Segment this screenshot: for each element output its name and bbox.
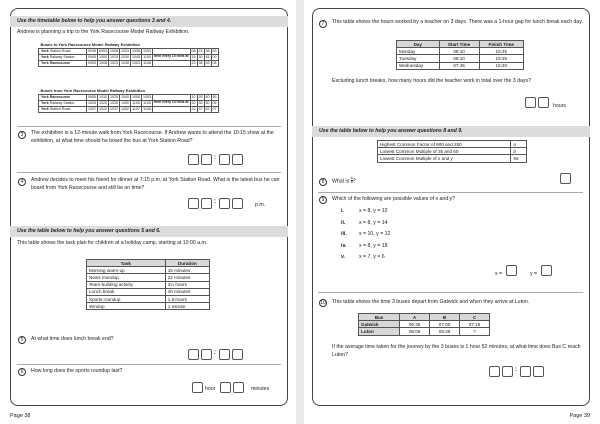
table-row (87, 274, 210, 281)
table-cell: Team-building activity (87, 281, 166, 288)
task-plan-table (86, 259, 210, 310)
table-cell: 08:10 (439, 55, 479, 62)
frequency-note: then every 15 mins at (154, 100, 189, 105)
table-cell: Lowest Common Multiple of x and y (378, 155, 511, 162)
time-cell: 1007 (88, 107, 96, 111)
table-cell: 2¼ hours (165, 281, 209, 288)
time-cell: 1040 (121, 95, 129, 99)
time-cell: 1022 (99, 107, 107, 111)
table-row (359, 321, 490, 328)
option-label: iv. (341, 242, 347, 249)
minute-cell: 50 (205, 101, 210, 105)
option-label: ii. (341, 219, 346, 226)
table-row (39, 60, 219, 66)
minute-cell: 05 (212, 101, 217, 105)
question-10-question: If the average time taken for the journey by the 3 buses is 1 hour 52 minutes, at what time does Bus C reach Luton? (332, 344, 581, 358)
time-cell: 1050 (121, 101, 129, 105)
unit-label: hour (205, 386, 216, 392)
minute-cell: 20 (191, 101, 196, 105)
stop-name-bold: York (41, 107, 49, 111)
stop-name-bold: York (41, 49, 49, 53)
stop-name-rest: Station Road (48, 49, 71, 53)
unit-label: minutes (251, 386, 270, 392)
option-text: x = 10, y = 12 (359, 231, 391, 237)
time-cell: 1005 (88, 101, 96, 105)
unit-label: hours (553, 103, 566, 109)
stop-name-rest: Station Road (48, 107, 71, 111)
answer-box[interactable] (232, 349, 243, 360)
table-row (87, 281, 210, 288)
question-4-text: Andrew decides to meet his friend for dinner at 7:15 p.m. at York Station Road. What is the latest bus he can board from York Racecourse and still be on time? (31, 177, 280, 191)
table-cell: 07:45 (439, 62, 479, 69)
time-cell: 1008 (110, 49, 118, 53)
table-cell: 15 minutes (165, 267, 209, 274)
table-row (378, 141, 527, 148)
table-row (87, 303, 210, 310)
answer-box[interactable] (188, 154, 199, 165)
table-row (397, 55, 524, 62)
table-row (87, 288, 210, 295)
time-colon: : (214, 155, 216, 161)
answer-box[interactable] (220, 382, 231, 393)
table-row (87, 295, 210, 302)
table-row (397, 62, 524, 69)
unit-label: p.m. (255, 202, 266, 208)
time-cell: 1025 (110, 95, 118, 99)
divider (318, 292, 583, 293)
minute-cell: 23 (191, 61, 196, 65)
frequency-note: then every 15 mins at (154, 54, 189, 59)
column-header: Finish Time (479, 41, 523, 48)
option-item (341, 243, 388, 249)
option-label: iii. (341, 231, 347, 237)
time-cell: 1053 (143, 95, 151, 99)
option-label: v. (341, 254, 345, 260)
time-cell: 1108 (143, 107, 151, 111)
question-8-suffix: ? (352, 178, 356, 185)
time-colon: : (515, 367, 517, 373)
table-cell: Luton (359, 328, 400, 335)
table-cell: 15:35 (479, 48, 523, 55)
table-row (359, 328, 490, 335)
answer-box[interactable] (538, 97, 549, 108)
answer-box[interactable] (520, 366, 531, 377)
minute-cell: 38 (205, 49, 210, 53)
table-cell: b (511, 148, 527, 155)
question-number-4: 4 (18, 178, 26, 186)
time-cell: 1038 (132, 49, 140, 53)
divider (17, 364, 281, 365)
time-cell: 0938 (88, 49, 96, 53)
table-cell: 08:09 (400, 328, 430, 335)
y-answer-box[interactable] (541, 265, 552, 276)
minute-cell: 10 (191, 95, 196, 99)
page-number: Page 38 (10, 413, 31, 419)
time-cell: 1045 (132, 55, 140, 59)
frequency-note (153, 106, 191, 112)
option-text: x = 8, y = 14 (359, 219, 388, 226)
table-caption: Buses to York Racecourse Model Railway Exhibition (40, 42, 140, 48)
answer-box[interactable] (219, 349, 230, 360)
table-cell: 15:35 (479, 55, 523, 62)
table-cell: 08:10 (439, 48, 479, 55)
minute-cell: 45 (205, 55, 210, 59)
question-number-3: 3 (18, 131, 26, 139)
minute-cell: 38 (198, 61, 203, 65)
time-cell: 1053 (143, 49, 151, 53)
instruction-band: Use the table below to help you answer questions 8 and 9. (312, 126, 590, 137)
stop-name-rest: Railway Station (48, 55, 75, 59)
option-label: i. (341, 208, 344, 214)
question-7-text: This table shows the hours worked by a teacher on 3 days. There was a 1-hour gap for lunch break each day. (332, 19, 583, 25)
question-number-5: 5 (18, 336, 26, 344)
table-row (378, 155, 527, 162)
table-cell: Wednesday (397, 62, 440, 69)
time-cell: 1107 (132, 107, 140, 111)
column-header: B (430, 314, 460, 321)
page-frame (10, 8, 288, 406)
time-cell: 0953 (99, 49, 107, 53)
table-cell: Morning warm-up (87, 267, 166, 274)
table-cell: a (511, 141, 527, 148)
x-label: x = (495, 271, 503, 277)
option-item (341, 254, 385, 260)
time-cell: 1055 (132, 95, 140, 99)
time-cell: 1105 (143, 101, 151, 105)
bus-times-table (358, 313, 490, 336)
table-cell: Lunch break (87, 288, 166, 295)
intro-text: Andrew is planning a trip to the York Racecourse Model Railway Exhibition. (17, 29, 190, 35)
question-number-8: 8 (319, 178, 327, 186)
minute-cell: 00 (212, 55, 217, 59)
table-cell: 1 minute (165, 303, 209, 310)
column-header: Start Time (439, 41, 479, 48)
table-cell: News roundup (87, 274, 166, 281)
question-8-prefix: What is (332, 178, 350, 185)
question-10-text: This table shows the time 3 buses depart from Gatwick and when they arrive at Luton. (332, 299, 530, 305)
option-text: x = 7, y = 6 (359, 254, 385, 260)
table-cell: 1.8 hours (165, 295, 209, 302)
y-label: y = (530, 271, 538, 277)
intro-text: This table shows the task plan for children at a holiday camp, starting at 10:00 a.m. (17, 240, 208, 246)
table-caption: Buses from York Racecourse Model Railway Exhibition (40, 88, 146, 94)
option-item (341, 220, 388, 226)
answer-box[interactable] (233, 382, 244, 393)
header-row (397, 41, 524, 48)
time-cell: 0955 (88, 95, 96, 99)
stop-name-bold: York (41, 101, 49, 105)
answer-box[interactable] (201, 154, 212, 165)
time-cell: 1023 (121, 49, 129, 53)
table-cell: 06:35 (400, 321, 430, 328)
table-row (378, 148, 527, 155)
answer-box[interactable] (188, 198, 199, 209)
time-cell: 1008 (99, 61, 107, 65)
minute-cell: 25 (198, 95, 203, 99)
time-cell: 1038 (121, 61, 129, 65)
question-number-6: 6 (18, 368, 26, 376)
minute-cell: 08 (212, 61, 217, 65)
table-cell: 07:00 (430, 321, 460, 328)
answer-box[interactable] (219, 154, 230, 165)
minute-cell: 53 (205, 61, 210, 65)
time-cell: 1035 (110, 101, 118, 105)
table-cell: Lowest Common Multiple of 35 and 60 (378, 148, 511, 155)
column-header: Day (397, 41, 440, 48)
table-row (397, 48, 524, 55)
table-cell: 56 (511, 155, 527, 162)
divider (17, 126, 281, 127)
time-cell: 0945 (88, 55, 96, 59)
minute-cell: 07 (212, 107, 217, 111)
question-3-text: The exhibition is a 12-minute walk from York Racecourse. If Andrew wants to attend the 10:15 show at the exhibition, at what time should he board the bus at York Station Road? (31, 130, 274, 144)
question-5-text: At what time does lunch break end? (31, 336, 114, 342)
minute-cell: 40 (205, 95, 210, 99)
answer-box[interactable] (525, 97, 536, 108)
table-cell: 40 minutes (165, 288, 209, 295)
question-9-text: Which of the following are possible values of x and y? (332, 196, 456, 202)
stop-name-bold: York Racecourse (41, 95, 71, 99)
table-cell: Windup (87, 303, 166, 310)
answer-box[interactable] (489, 366, 500, 377)
header-row (359, 314, 490, 321)
table-row (87, 267, 210, 274)
right-page (304, 0, 600, 424)
question-6-text: How long does the sports roundup last? (31, 368, 123, 374)
column-header: Bus (359, 314, 400, 321)
stop-name (39, 60, 87, 66)
answer-box[interactable] (232, 154, 243, 165)
question-number-10: 10 (320, 300, 326, 306)
time-cell: 1020 (99, 101, 107, 105)
answer-box[interactable] (219, 198, 230, 209)
table-row (39, 106, 219, 112)
time-colon: : (214, 350, 216, 356)
table-cell: Highest Common Factor of 900 and 250 (378, 141, 511, 148)
column-header: C (460, 314, 490, 321)
answer-box[interactable] (188, 349, 199, 360)
option-item (341, 208, 388, 214)
minute-cell: 30 (198, 55, 203, 59)
time-cell: 1105 (132, 101, 140, 105)
question-number-9: 9 (319, 196, 327, 204)
divider (17, 172, 281, 173)
table-cell: 15:30 (479, 62, 523, 69)
timetable-to-exhibition (38, 42, 219, 67)
question-8-text (332, 177, 356, 186)
stop-name (39, 106, 87, 112)
time-cell: 1015 (110, 55, 118, 59)
answer-box[interactable] (560, 173, 571, 184)
option-text: x = 8, y = 12 (359, 208, 388, 214)
minute-cell: 55 (212, 95, 217, 99)
table-cell: 22 minutes (165, 274, 209, 281)
question-number-7: 7 (319, 20, 327, 28)
minute-cell: 35 (198, 101, 203, 105)
minute-cell: 15 (191, 55, 196, 59)
table-cell: 08:39 (430, 328, 460, 335)
left-page (0, 0, 296, 424)
minute-cell: 53 (212, 49, 217, 53)
table-cell: Monday (397, 48, 440, 55)
stop-name-rest: Railway Station (48, 101, 75, 105)
column-header: Task (87, 260, 166, 267)
fraction-denominator: a (350, 180, 353, 185)
answer-box[interactable] (201, 349, 212, 360)
time-cell: 1108 (143, 61, 151, 65)
time-cell: 1052 (121, 107, 129, 111)
timetable-from-exhibition (38, 88, 219, 113)
frequency-note (153, 60, 191, 66)
page-number: Page 39 (569, 413, 590, 419)
stop-name-bold: York Racecourse (41, 61, 71, 65)
time-cell: 1100 (143, 55, 151, 59)
fraction-numerator: b (350, 176, 353, 180)
time-cell: 1000 (99, 55, 107, 59)
column-header: A (400, 314, 430, 321)
column-header: Duration (165, 260, 209, 267)
instruction-band: Use the table below to help you answer questions 5 and 6. (10, 226, 288, 237)
x-answer-box[interactable] (506, 265, 517, 276)
table-cell: Sports roundup (87, 295, 166, 302)
time-colon: : (214, 199, 216, 205)
answer-box[interactable] (232, 198, 243, 209)
time-cell: 1023 (110, 61, 118, 65)
answer-box[interactable] (502, 366, 513, 377)
hours-table (396, 40, 524, 70)
time-cell: 0953 (88, 61, 96, 65)
table-cell: Gatwick (359, 321, 400, 328)
minute-cell: 08 (191, 49, 196, 53)
answer-box[interactable] (192, 382, 203, 393)
table-cell: Tuesday (397, 55, 440, 62)
header-row (87, 260, 210, 267)
answer-box[interactable] (201, 198, 212, 209)
minute-cell: 52 (205, 107, 210, 111)
option-text: x = 8, y = 18 (359, 242, 388, 249)
time-cell: 1037 (110, 107, 118, 111)
answer-box[interactable] (533, 366, 544, 377)
table-cell: ? (460, 328, 490, 335)
stop-name-bold: York (41, 55, 49, 59)
divider (318, 192, 583, 193)
minute-cell: 37 (198, 107, 203, 111)
table-cell: 07:15 (460, 321, 490, 328)
minute-cell: 22 (191, 107, 196, 111)
option-item (341, 231, 390, 237)
question-7-question: Excluding lunch breaks, how many hours did the teacher work in total over the 3 days? (332, 78, 531, 84)
instruction-band: Use the timetable below to help you answer questions 3 and 4. (10, 16, 288, 27)
time-cell: 1053 (132, 61, 140, 65)
minute-cell: 23 (198, 49, 203, 53)
time-cell: 1010 (99, 95, 107, 99)
factor-multiple-table (377, 140, 527, 163)
time-cell: 1030 (121, 55, 129, 59)
